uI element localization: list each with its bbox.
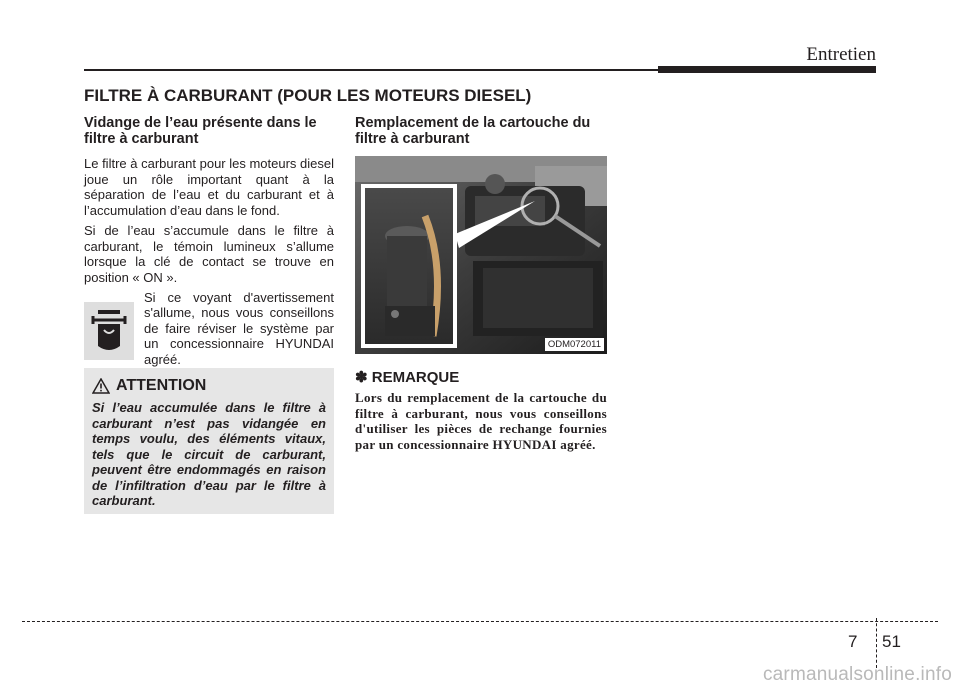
- paragraph-1: Le filtre à carburant pour les moteurs diesel joue un rôle important quant à la séparation de l’eau et du carburant et à l’accumulation d’eau dans le fond.: [84, 156, 335, 218]
- chapter-header-title: Entretien: [806, 44, 876, 65]
- section-title: FILTRE À CARBURANT (POUR LES MOTEURS DIESEL): [84, 86, 532, 105]
- attention-header: [92, 377, 206, 395]
- attention-box: [84, 368, 334, 514]
- drain-water-subheading: Vidange de l’eau présente dans le filtre à carburant: [84, 115, 317, 147]
- footer-rule: [22, 621, 938, 622]
- warning-triangle-icon: [92, 378, 110, 394]
- left-column: [84, 115, 334, 390]
- attention-text: Si l’eau accumulée dans le filtre à carburant n’est pas vidangée en temps voulu, des éléments vitaux, tels que le circuit de carburant, peuvent être endommagés en raison de l’infiltration d’eau par le filtre à carburant.: [92, 400, 326, 508]
- photo-code-label: ODM072011: [545, 338, 605, 351]
- note-heading: ✽ REMARQUE: [355, 369, 460, 386]
- header-tab-bar: [658, 66, 876, 73]
- attention-title: ATTENTION: [116, 377, 207, 394]
- right-column: [355, 115, 607, 452]
- watermark: carmanualsonline.info: [762, 664, 952, 685]
- replacement-subheading: Remplacement de la cartouche du filtre à carburant: [355, 115, 591, 147]
- warning-light-text: Si ce voyant d'avertissement s'allume, nous vous conseillons de faire réviser le système par un concessionnaire HYUNDAI agréé.: [144, 290, 334, 367]
- page-number: 51: [882, 632, 901, 651]
- header-rule: [84, 69, 660, 71]
- fuel-filter-water-icon: [84, 302, 134, 360]
- paragraph-2: Si de l’eau s’accumule dans le filtre à carburant, le témoin lumineux s’allume lorsque la clé de contact se trouve en position « ON ».: [84, 223, 334, 285]
- chapter-number: 7: [848, 632, 858, 651]
- footer-divider: [876, 618, 877, 668]
- engine-bay-photo: [355, 156, 607, 354]
- note-text: Lors du remplacement de la cartouche du filtre à carburant, nous vous conseillons d'utiliser les pièces de rechange fournies par un concessionnaire HYUNDAI agréé.: [355, 390, 607, 452]
